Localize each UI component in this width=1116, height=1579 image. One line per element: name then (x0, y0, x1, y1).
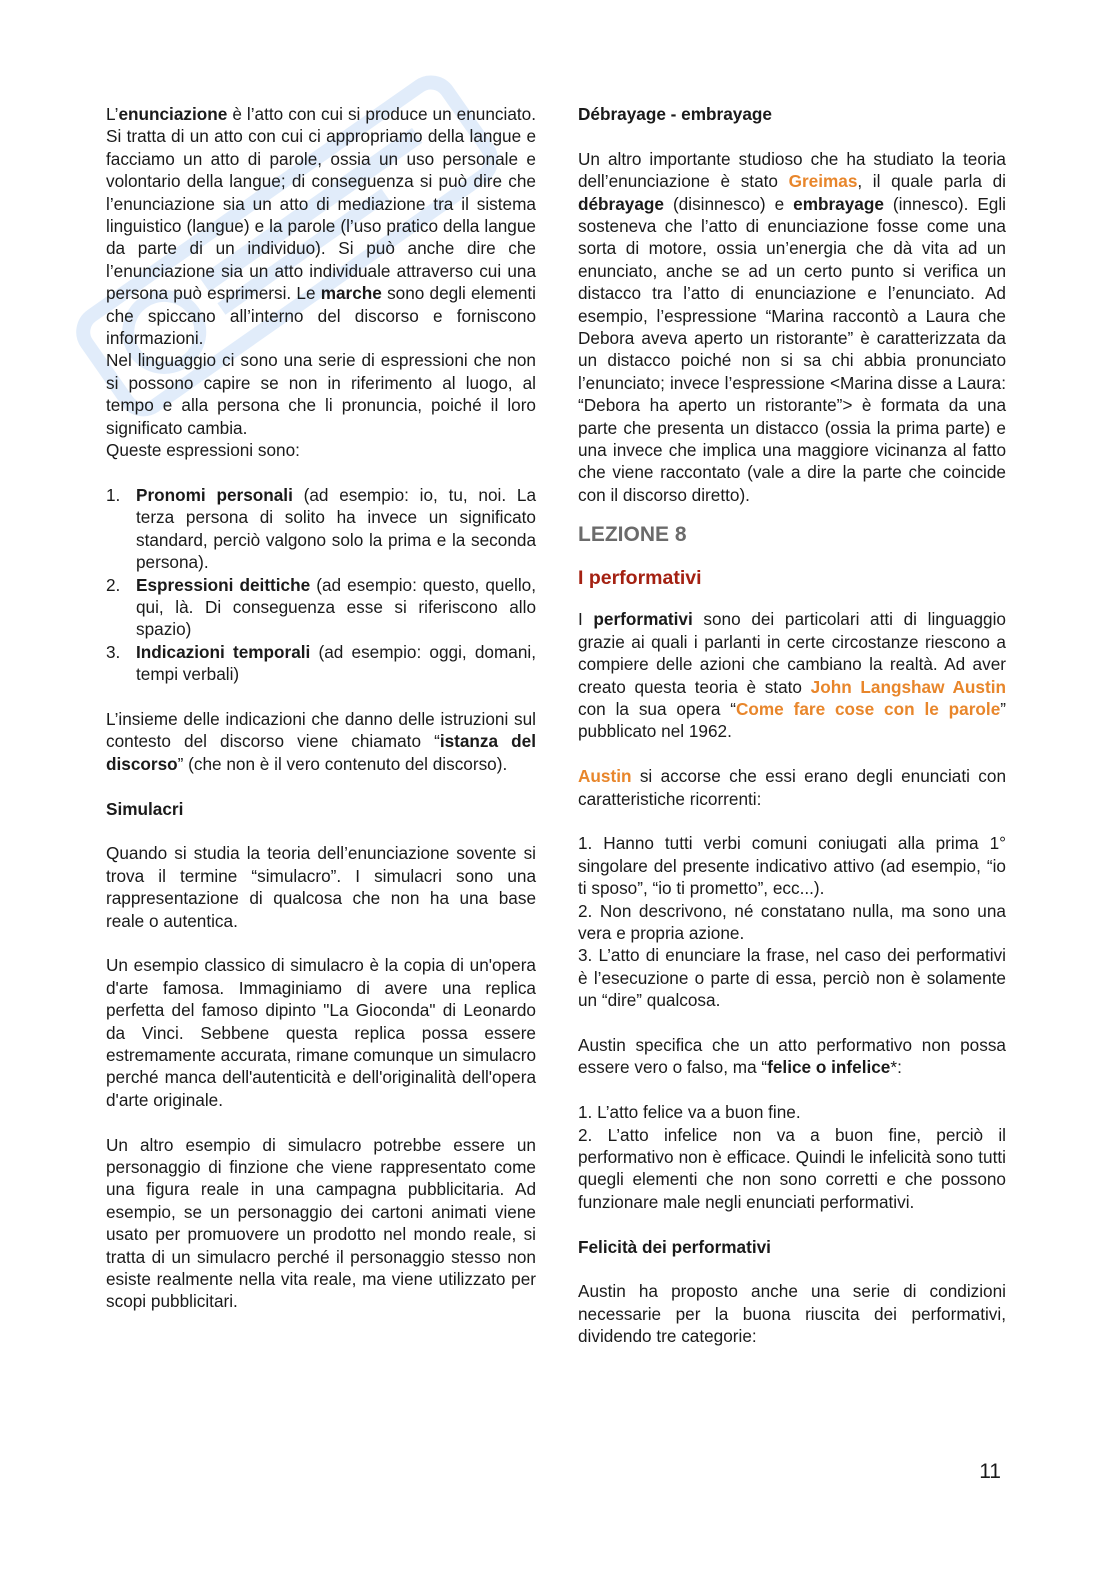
page-number: 11 (979, 1460, 1001, 1483)
heading-debrayage: Débrayage - embrayage (578, 104, 772, 124)
paragraph-performativi: I performativi sono dei particolari atti di linguaggio grazie ai quali i parlanti in certe circostanze riescono a compiere delle azioni che cambiano la realtà. Ad aver creato questa teoria è stato John Langshaw Austin con la sua opera “Come fare cose con le parole” pubblicato nel 1962. (578, 609, 1006, 742)
paragraph-austin: Austin si accorse che essi erano degli enunciati con caratteristiche ricorrenti: (578, 766, 1006, 809)
paragraph-simulacri-pubblicita: Un altro esempio di simulacro potrebbe essere un personaggio di finzione che viene rappresentato come una figura reale in una campagna pubblicitaria. Ad esempio, se un personaggio dei cartoni animati viene usato per promuovere un prodotto nel mondo reale, si tratta di un simulacro perché il personaggio stesso non esiste realmente nella vita reale, ma viene utilizzato per scopi pubblicitari. (106, 1134, 536, 1312)
paragraph-linguaggio: Nel linguaggio ci sono una serie di espressioni che non si possono capire se non in riferimento al luogo, al tempo e alla persona che li pronuncia, poiché il loro significato cambia. (106, 350, 536, 438)
list-item: 1. Hanno tutti verbi comuni coniugati alla prima 1° singolare del presente indicativo attivo (ad esempio, “io ti sposo”, “io ti prometto”, ecc...). (578, 833, 1006, 899)
paragraph-simulacri-gioconda: Un esempio classico di simulacro è la copia di un'opera d'arte famosa. Immaginiamo di avere una replica perfetta del famoso dipinto "La Gioconda" di Leonardo da Vinci. Sebbene questa replica possa essere estremamente accurata, rimane comunque un simulacro perché manca dell'autenticità e dell'originalità dell'opera d'arte originale. (106, 955, 536, 1110)
list-item: 1. Pronomi personali (ad esempio: io, tu, noi. La terza persona di solito ha invece un significato standard, perciò valgono solo la prima e la seconda persona). (106, 484, 536, 573)
paragraph-istanza: L’insieme delle indicazioni che danno delle istruzioni sul contesto del discorso viene chiamato “istanza del discorso” (che non è il vero contenuto del discorso). (106, 708, 536, 774)
paragraph-enunciazione: L’enunciazione è l’atto con cui si produce un enunciato. Si tratta di un atto con cui ci appropriamo della langue e facciamo un atto di parole, ossia un uso personale e volontario della langue; di conseguenza si può dire che l’enunciazione sia un atto di mediazione tra il sistema linguistico (langue) e la parole (l’uso pratico della langue da parte di un individuo). Si può anche dire che l’enunciazione sia un atto individuale attraverso cui una persona può esprimersi. Le marche sono degli elementi che spiccano all’interno del discorso e forniscono informazioni. (106, 104, 536, 349)
paragraph-simulacri-intro: Quando si studia la teoria dell’enunciazione sovente si trova il termine “simulacro”. I simulacri sono una rappresentazione di qualcosa che non ha una base reale o autentica. (106, 843, 536, 931)
right-column (578, 103, 1006, 1348)
list-item: 3. Indicazioni temporali (ad esempio: oggi, domani, tempi verbali) (106, 641, 536, 685)
heading-simulacri: Simulacri (106, 798, 184, 819)
paragraph-espressioni: Queste espressioni sono: (106, 440, 300, 461)
paragraph-greimas: Un altro importante studioso che ha studiato la teoria dell’enunciazione è stato Greimas, il quale parla di débrayage (disinnesco) e embrayage (innesco). Egli sosteneva che l’atto di enunciazione fosse come una sorta di motore, ossia un’energia che dà vita ad un enunciato, anche se ad un certo punto si verifica un distacco tra l’atto di enunciazione e l’enunciato. Ad esempio, l’espressione “Marina raccontò a Laura che Debora aveva aperto un ristorante” è caratterizzata da un distacco poiché non si sa chi abbia pronunciato l’enunciato; invece l’espressione <Marina disse a Laura: “Debora ha aperto un ristorante”> è formata da una parte che presenta un distacco (ossia la prima parte) e una invece che implica una maggiore vicinanza al fatto che viene raccontato (vale a dire la parte che coincide con il discorso diretto). (578, 148, 1006, 505)
paragraph-condizioni: Austin ha proposto anche una serie di condizioni necessarie per la buona riuscita dei performativi, dividendo tre categorie: (578, 1281, 1006, 1347)
heading-performativi: I performativi (578, 567, 702, 590)
list-item: 2. Non descrivono, né constatano nulla, ma sono una vera e propria azione. (578, 900, 1006, 943)
list-item: 2. L’atto infelice non va a buon fine, perciò il performativo non è efficace. Quindi le infelicità sono tutti quegli elementi che non sono corretti e che possono funzionare male negli enunciati performativi. (578, 1124, 1006, 1212)
paragraph-felice: Austin specifica che un atto performativo non possa essere vero o falso, ma “felice o infelice*: (578, 1034, 1006, 1078)
list-item: 2. Espressioni deittiche (ad esempio: questo, quello, qui, là. Di conseguenza esse si riferiscono allo spazio) (106, 574, 536, 640)
heading-felicita: Felicità dei performativi (578, 1236, 771, 1257)
expressions-list (106, 484, 536, 686)
list-item: 3. L’atto di enunciare la frase, nel caso dei performativi è l’esecuzione o parte di essa, perciò non è solamente un “dire” qualcosa. (578, 945, 1006, 1011)
list-item: 1. L’atto felice va a buon fine. (578, 1102, 801, 1123)
left-column (106, 103, 536, 1313)
heading-lezione: LEZIONE 8 (578, 523, 687, 547)
